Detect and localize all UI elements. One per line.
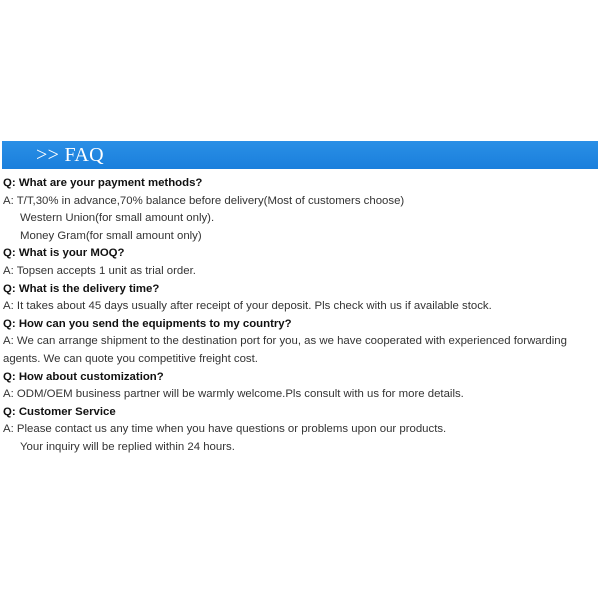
faq-answer-continued: Western Union(for small amount only). [20, 212, 215, 225]
faq-answer: A: We can arrange shipment to the destination port for you, as we have cooperated with experienced forwarding [3, 335, 567, 348]
faq-title: >> FAQ [36, 144, 104, 166]
faq-question: Q: Customer Service [3, 405, 116, 418]
faq-answer: A: Topsen accepts 1 unit as trial order. [3, 264, 196, 277]
faq-question: Q: How can you send the equipments to my country? [3, 317, 292, 330]
faq-question: Q: What is your MOQ? [3, 247, 125, 260]
faq-answer: A: T/T,30% in advance,70% balance before delivery(Most of customers choose) [3, 194, 405, 207]
faq-list [3, 175, 599, 457]
faq-header-bar [2, 141, 598, 169]
faq-answer-continued: Your inquiry will be replied within 24 hours. [20, 440, 235, 453]
faq-question: Q: What is the delivery time? [3, 282, 160, 295]
faq-answer: A: Please contact us any time when you have questions or problems upon our products. [3, 423, 447, 436]
faq-answer: A: It takes about 45 days usually after receipt of your deposit. Pls check with us if available stock. [3, 300, 492, 313]
faq-answer-continued: agents. We can quote you competitive freight cost. [3, 352, 258, 365]
faq-question: Q: What are your payment methods? [3, 177, 203, 189]
faq-question: Q: How about customization? [3, 370, 164, 383]
faq-answer-continued: Money Gram(for small amount only) [20, 229, 202, 242]
faq-answer: A: ODM/OEM business partner will be warmly welcome.Pls consult with us for more details. [3, 388, 464, 401]
